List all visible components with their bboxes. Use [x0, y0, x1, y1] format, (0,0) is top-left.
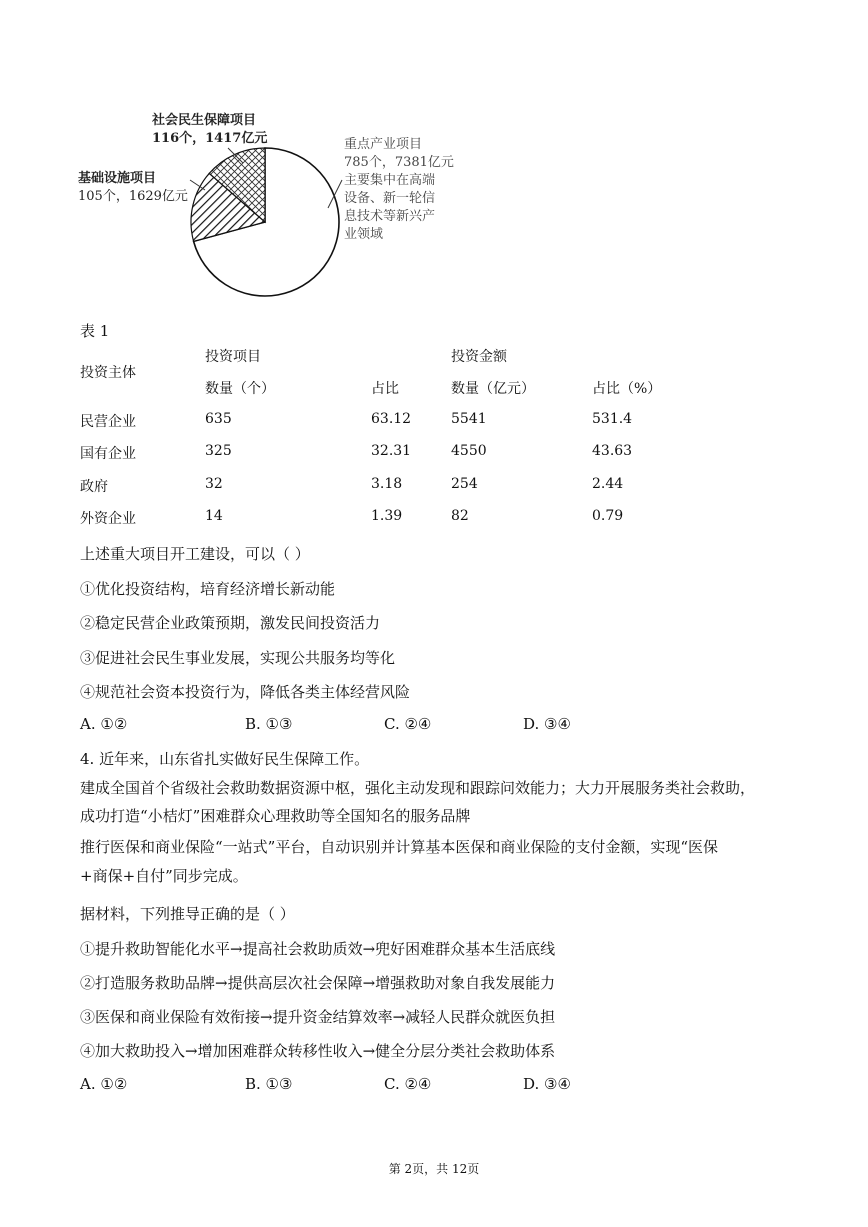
q3-option-4: ④规范社会资本投资行为，降低各类主体经营风险 — [80, 683, 411, 701]
q4-stem: 据材料，下列推导正确的是（ ） — [80, 905, 295, 923]
key-note-4: 业领域 — [344, 227, 384, 242]
q4-choice-c[interactable]: C. ②④ — [384, 1075, 432, 1093]
cell-amount-ratio: 531.4 — [592, 411, 633, 427]
q3-choice-b[interactable]: B. ①③ — [245, 715, 293, 733]
social-value: 116个，1417亿元 — [152, 131, 268, 146]
q4-choice-d[interactable]: D. ③④ — [523, 1075, 571, 1093]
q4-option-3: ③医保和商业保险有效衔接→提升资金结算效率→减轻人民群众就医负担 — [80, 1008, 556, 1026]
cell-amount: 5541 — [451, 411, 487, 427]
q3-choice-a[interactable]: A. ①② — [80, 715, 128, 733]
head-amount: 投资金额 — [451, 349, 507, 365]
cell-project-count: 14 — [205, 508, 223, 524]
cell-amount-ratio: 0.79 — [592, 508, 624, 524]
sub-ratio-1: 占比 — [371, 381, 399, 397]
page-footer: 第 2页，共 12页 — [388, 1162, 480, 1176]
q4-para1-line2: 成功打造“小桔灯”困难群众心理救助等全国知名的服务品牌 — [80, 807, 471, 825]
q3-option-1: ①优化投资结构，培育经济增长新动能 — [80, 580, 336, 598]
cell-project-ratio: 1.39 — [371, 508, 403, 524]
social-label — [152, 112, 267, 148]
q4-para1-line1: 建成全国首个省级社会救助数据资源中枢，强化主动发现和跟踪问效能力；大力开展服务类社会救助， — [80, 779, 756, 797]
sub-ratio-2: 占比（%） — [592, 381, 662, 397]
key-value: 785个，7381亿元 — [344, 155, 454, 170]
q3-option-3: ③促进社会民生事业发展，实现公共服务均等化 — [80, 649, 396, 667]
cell-amount: 4550 — [451, 443, 487, 459]
cell-subject: 民营企业 — [80, 414, 136, 430]
key-label — [344, 136, 454, 244]
key-title: 重点产业项目 — [344, 137, 423, 152]
head-subject: 投资主体 — [80, 365, 136, 381]
cell-project-ratio: 32.31 — [371, 443, 412, 459]
sub-amount: 数量（亿元） — [451, 381, 535, 397]
q4-option-2: ②打造服务救助品牌→提供高层次社会保障→增强救助对象自我发展能力 — [80, 974, 556, 992]
q4-choice-b[interactable]: B. ①③ — [245, 1075, 293, 1093]
key-note-3: 息技术等新兴产 — [344, 209, 436, 224]
q4-para2-line2: +商保+自付”同步完成。 — [80, 867, 248, 885]
q3-stem: 上述重大项目开工建设，可以（ ） — [80, 545, 310, 563]
q4-option-1: ①提升救助智能化水平→提高社会救助质效→兜好困难群众基本生活底线 — [80, 940, 556, 958]
q4-choice-a[interactable]: A. ①② — [80, 1075, 128, 1093]
table-caption: 表 1 — [80, 322, 110, 340]
cell-project-count: 635 — [205, 411, 232, 427]
sub-count: 数量（个） — [205, 381, 275, 397]
key-note-2: 设备、新一轮信 — [344, 191, 436, 206]
cell-subject: 政府 — [80, 479, 108, 495]
infra-value: 105个，1629亿元 — [78, 189, 188, 204]
cell-project-ratio: 63.12 — [371, 411, 412, 427]
cell-project-count: 32 — [205, 476, 223, 492]
cell-amount: 82 — [451, 508, 469, 524]
cell-amount: 254 — [451, 476, 478, 492]
cell-project-count: 325 — [205, 443, 232, 459]
key-note-1: 主要集中在高端 — [344, 173, 436, 188]
cell-amount-ratio: 43.63 — [592, 443, 633, 459]
q3-option-2: ②稳定民营企业政策预期，激发民间投资活力 — [80, 614, 381, 632]
q4-para2-line1: 推行医保和商业保险“一站式”平台，自动识别并计算基本医保和商业保险的支付金额，实现“医保 — [80, 838, 719, 856]
q3-choice-c[interactable]: C. ②④ — [384, 715, 432, 733]
cell-project-ratio: 3.18 — [371, 476, 403, 492]
cell-amount-ratio: 2.44 — [592, 476, 624, 492]
q4-option-4: ④加大救助投入→增加困难群众转移性收入→健全分层分类社会救助体系 — [80, 1042, 556, 1060]
cell-subject: 国有企业 — [80, 446, 136, 462]
infra-title: 基础设施项目 — [78, 171, 157, 186]
head-projects: 投资项目 — [205, 349, 261, 365]
social-title: 社会民生保障项目 — [152, 113, 257, 128]
q4-title: 4. 近年来，山东省扎实做好民生保障工作。 — [80, 750, 370, 768]
q3-choice-d[interactable]: D. ③④ — [523, 715, 571, 733]
cell-subject: 外资企业 — [80, 511, 136, 527]
infra-label — [78, 170, 188, 206]
